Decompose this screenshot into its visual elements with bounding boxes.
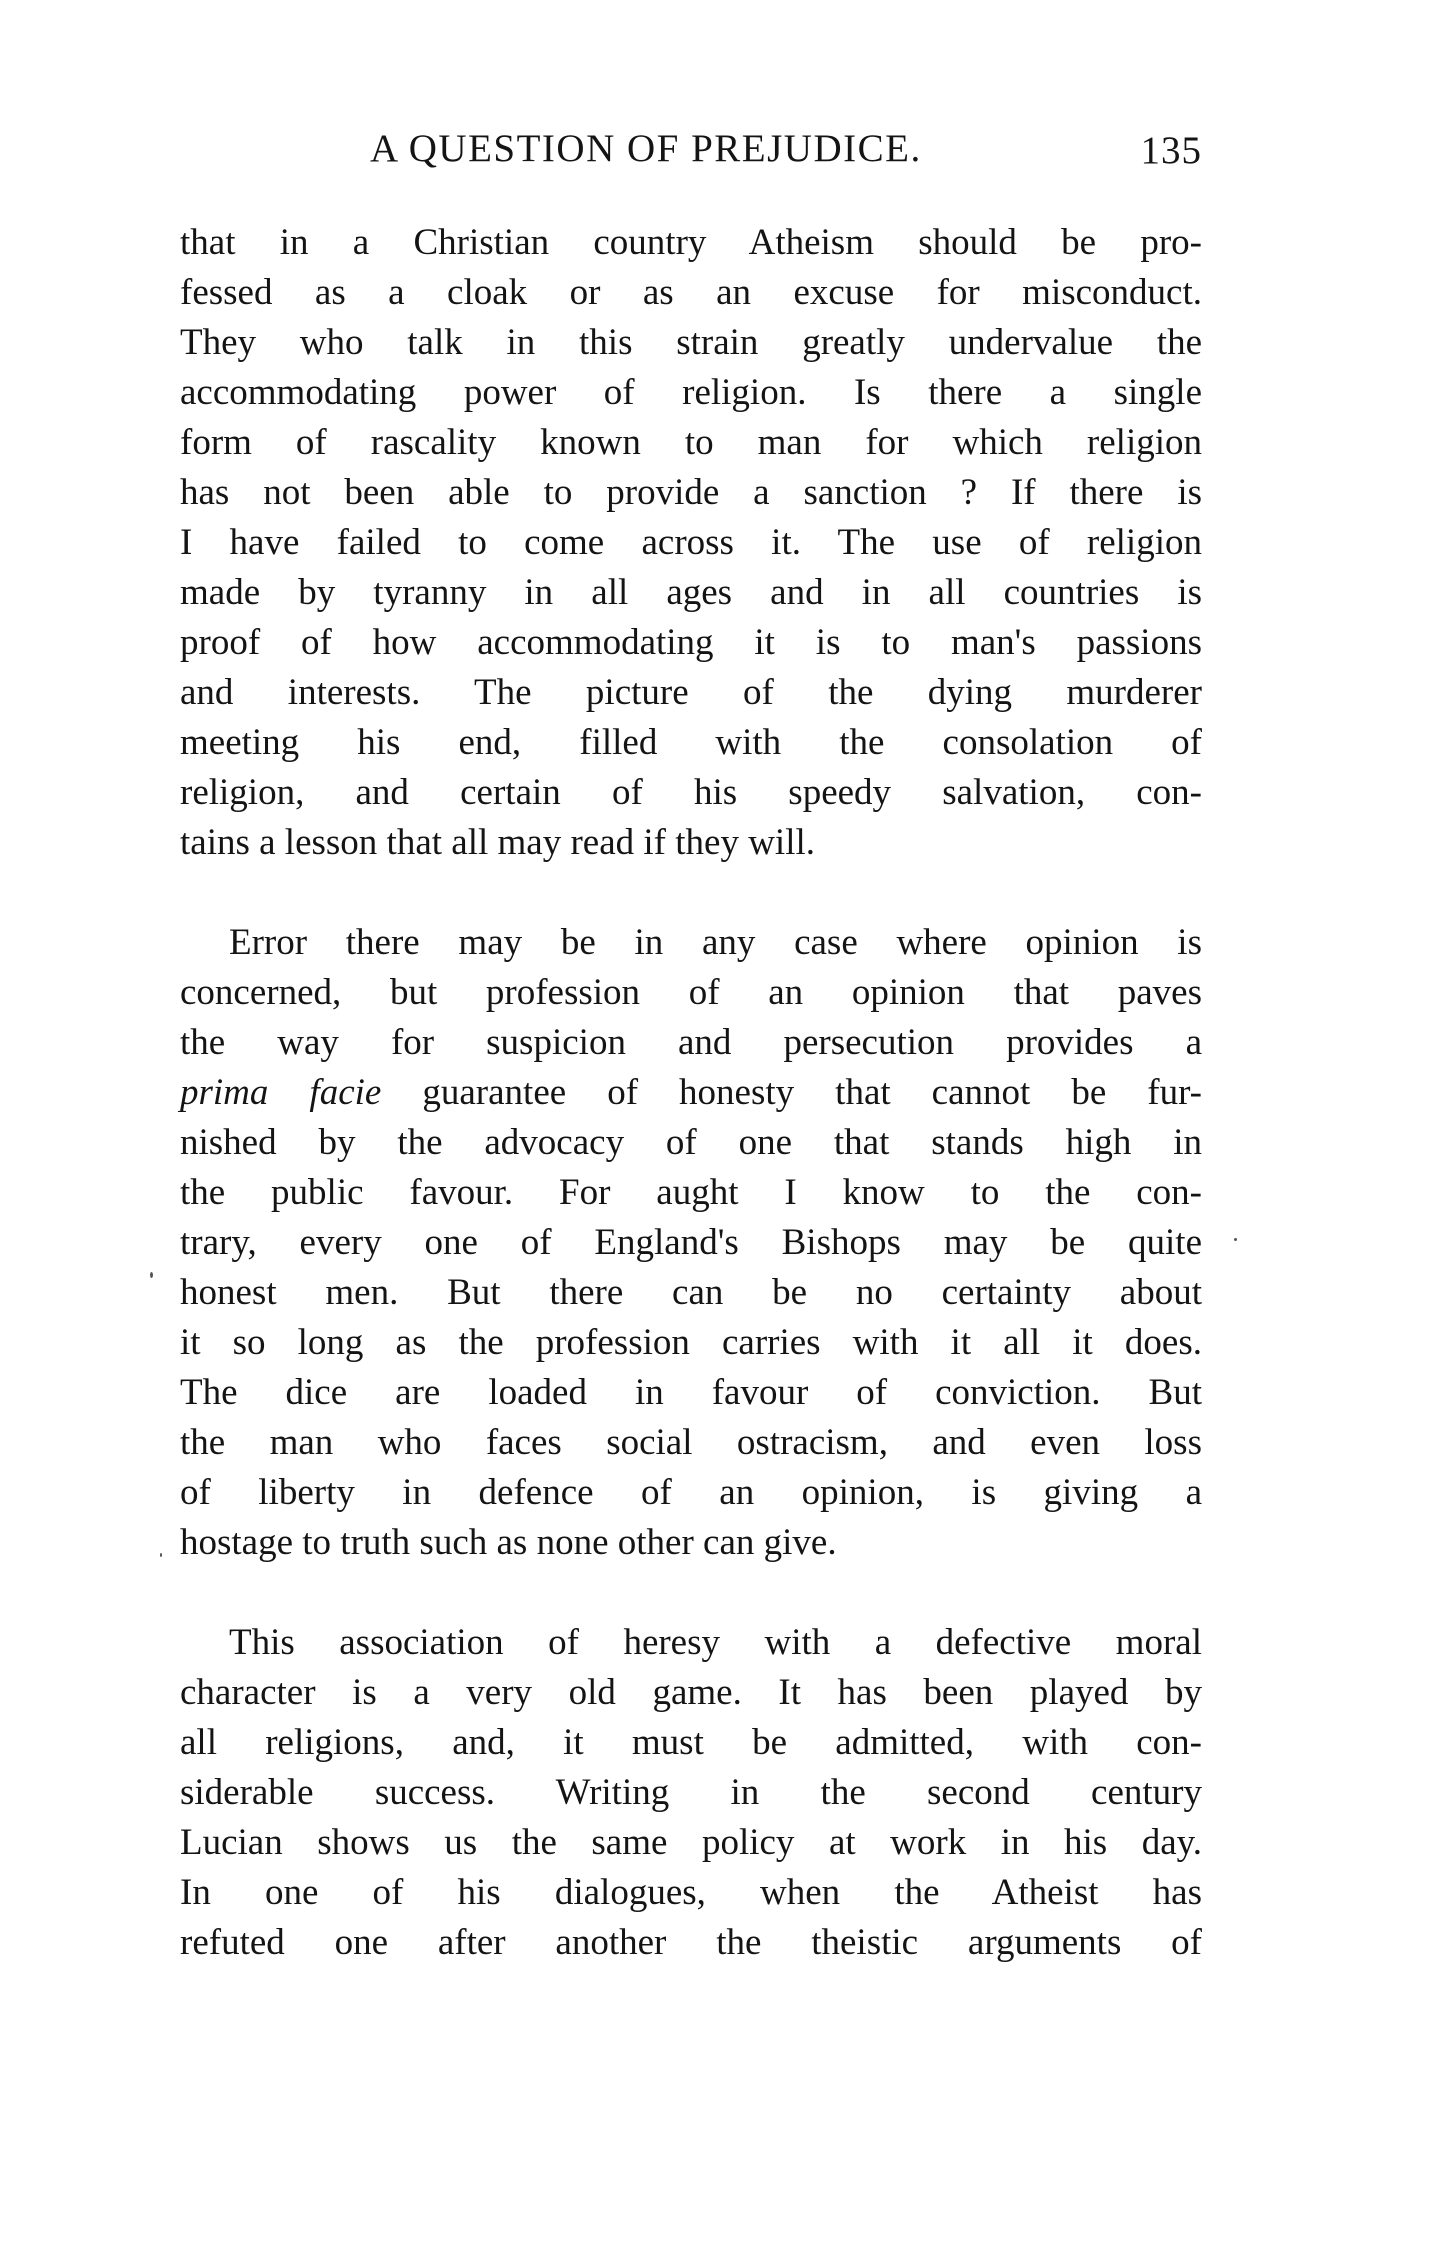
text-line: tains a lesson that all may read if they will. [180, 822, 815, 863]
italic-phrase: prima facie [180, 1072, 382, 1113]
paper-speck [160, 1553, 162, 1557]
text-line: Error there may be in any case where opinion is [229, 922, 1202, 963]
text-line: siderable success. Writing in the second century [180, 1772, 1202, 1813]
text-line: character is a very old game. It has been played by [180, 1672, 1202, 1713]
text-line: trary, every one of England's Bishops may be quite [180, 1222, 1202, 1263]
paragraph-1 [180, 218, 1202, 868]
text-line: meeting his end, filled with the consolation of [180, 722, 1202, 763]
text-line: religion, and certain of his speedy salvation, con- [180, 772, 1202, 813]
paragraph-2 [180, 918, 1202, 1568]
text-line: They who talk in this strain greatly undervalue the [180, 322, 1202, 363]
text-fragment: guarantee of honesty that cannot be fur- [422, 1072, 1203, 1113]
text-line: of liberty in defence of an opinion, is giving a [180, 1472, 1202, 1513]
text-line: concerned, but profession of an opinion that paves [180, 972, 1202, 1013]
text-line: it so long as the profession carries with it all it does. [180, 1322, 1202, 1363]
text-line: In one of his dialogues, when the Atheist has [180, 1872, 1202, 1913]
text-line: made by tyranny in all ages and in all countries is [180, 572, 1202, 613]
text-line: refuted one after another the theistic arguments of [180, 1922, 1202, 1963]
text-line: I have failed to come across it. The use of religion [180, 522, 1202, 563]
text-line: proof of how accommodating it is to man's passions [180, 622, 1202, 663]
text-line: nished by the advocacy of one that stands high in [180, 1122, 1202, 1163]
text-line: This association of heresy with a defective moral [229, 1622, 1202, 1663]
text-line: the public favour. For aught I know to the con- [180, 1172, 1202, 1213]
text-line: the way for suspicion and persecution provides a [180, 1022, 1202, 1063]
running-title: A QUESTION OF PREJUDICE. [370, 127, 922, 170]
paper-speck [1234, 1238, 1237, 1241]
text-line-with-italic [180, 1068, 1202, 1118]
text-line: form of rascality known to man for which religion [180, 422, 1202, 463]
paper-speck [150, 1272, 153, 1278]
text-line: has not been able to provide a sanction ? If there is [180, 472, 1202, 513]
text-line: all religions, and, it must be admitted, with con- [180, 1722, 1202, 1763]
text-line: honest men. But there can be no certainty about [180, 1272, 1202, 1313]
text-line: The dice are loaded in favour of conviction. But [180, 1372, 1202, 1413]
text-line: Lucian shows us the same policy at work in his day. [180, 1822, 1202, 1863]
paragraph-3 [180, 1618, 1202, 1968]
page-number: 135 [1140, 129, 1202, 172]
running-head [180, 126, 1202, 186]
text-line: the man who faces social ostracism, and even loss [180, 1422, 1202, 1463]
text-line: that in a Christian country Atheism should be pro- [180, 222, 1202, 263]
text-line: and interests. The picture of the dying murderer [180, 672, 1202, 713]
text-line: accommodating power of religion. Is there a single [180, 372, 1202, 413]
text-line: fessed as a cloak or as an excuse for misconduct. [180, 272, 1202, 313]
body-text [180, 218, 1202, 1968]
text-line: hostage to truth such as none other can give. [180, 1522, 837, 1563]
